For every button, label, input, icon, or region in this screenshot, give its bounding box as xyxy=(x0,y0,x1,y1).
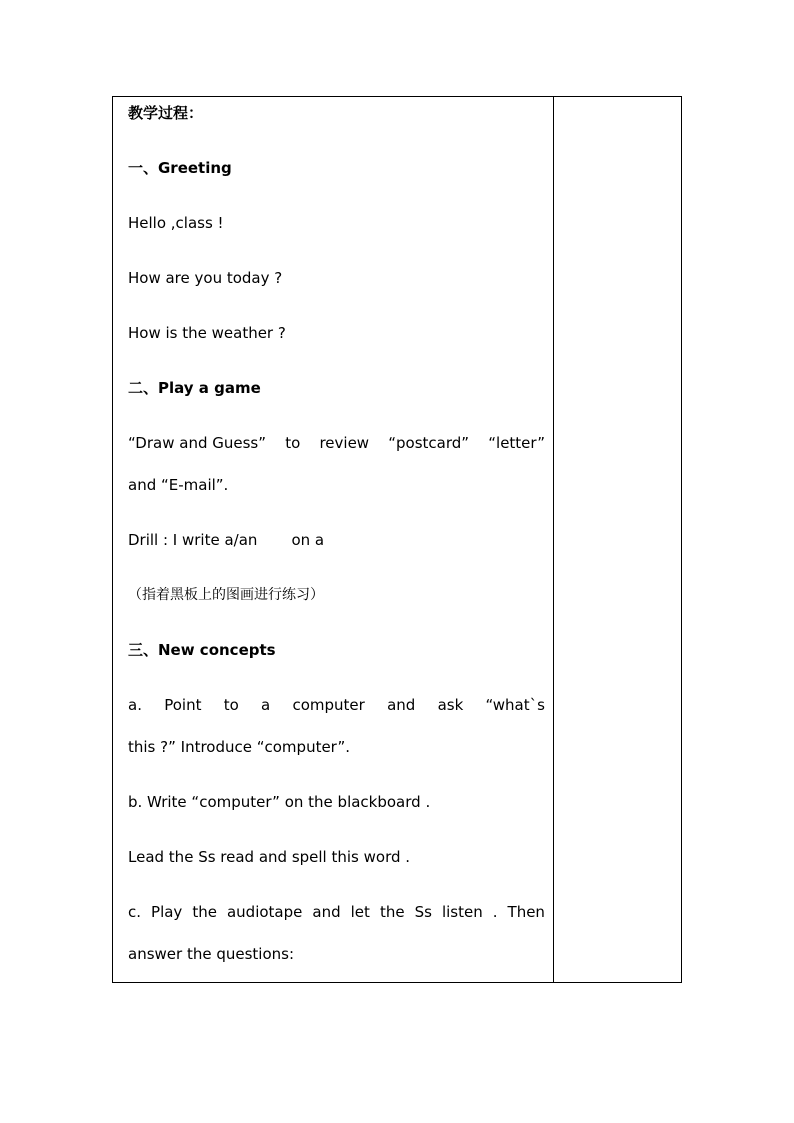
section-heading-new-concepts: 三、New concepts xyxy=(128,641,276,659)
greeting-line: How are you today ? xyxy=(128,269,283,287)
word: “Draw and Guess” xyxy=(128,434,267,452)
concept-item-b-cont: Lead the Ss read and spell this word . xyxy=(128,848,411,866)
word: “postcard” xyxy=(388,434,470,452)
section-heading-game: 二、Play a game xyxy=(128,379,261,397)
drill-line xyxy=(128,528,545,552)
word: . xyxy=(492,903,498,921)
greeting-line: How is the weather ? xyxy=(128,324,286,342)
lesson-content-cell xyxy=(113,97,554,983)
lesson-table xyxy=(112,96,682,983)
word: ask xyxy=(437,696,464,714)
word: audiotape xyxy=(226,903,303,921)
word: and xyxy=(312,903,341,921)
word: a xyxy=(261,696,271,714)
lesson-title: 教学过程： xyxy=(128,104,204,122)
concept-item-a xyxy=(128,693,545,717)
word: the xyxy=(379,903,405,921)
word: review xyxy=(319,434,370,452)
word: computer xyxy=(292,696,365,714)
game-description-line xyxy=(128,431,545,455)
word: Then xyxy=(507,903,545,921)
word: to xyxy=(285,434,301,452)
word: and xyxy=(387,696,416,714)
game-description-line: and “E-mail”. xyxy=(128,476,229,494)
word: a. xyxy=(128,696,142,714)
greeting-line: Hello ,class ! xyxy=(128,214,224,232)
concept-item-b: b. Write “computer” on the blackboard . xyxy=(128,793,431,811)
word: Point xyxy=(164,696,202,714)
concept-item-c xyxy=(128,900,545,924)
section-heading-greeting: 一、Greeting xyxy=(128,159,232,177)
word: “letter” xyxy=(488,434,545,452)
word: to xyxy=(223,696,239,714)
word: Play xyxy=(151,903,183,921)
word: let xyxy=(350,903,370,921)
drill-text: Drill : I write a/an xyxy=(128,531,258,549)
concept-item-a-cont: this ?” Introduce “computer”. xyxy=(128,738,351,756)
teacher-note: （指着黑板上的图画进行练习） xyxy=(128,587,324,603)
notes-column-cell xyxy=(554,97,682,983)
word: c. xyxy=(128,903,142,921)
concept-item-c-cont: answer the questions: xyxy=(128,945,295,963)
word: Ss xyxy=(414,903,432,921)
drill-text: on a xyxy=(291,531,325,549)
word: listen xyxy=(441,903,483,921)
word: the xyxy=(192,903,217,921)
word: “what`s xyxy=(485,696,545,714)
